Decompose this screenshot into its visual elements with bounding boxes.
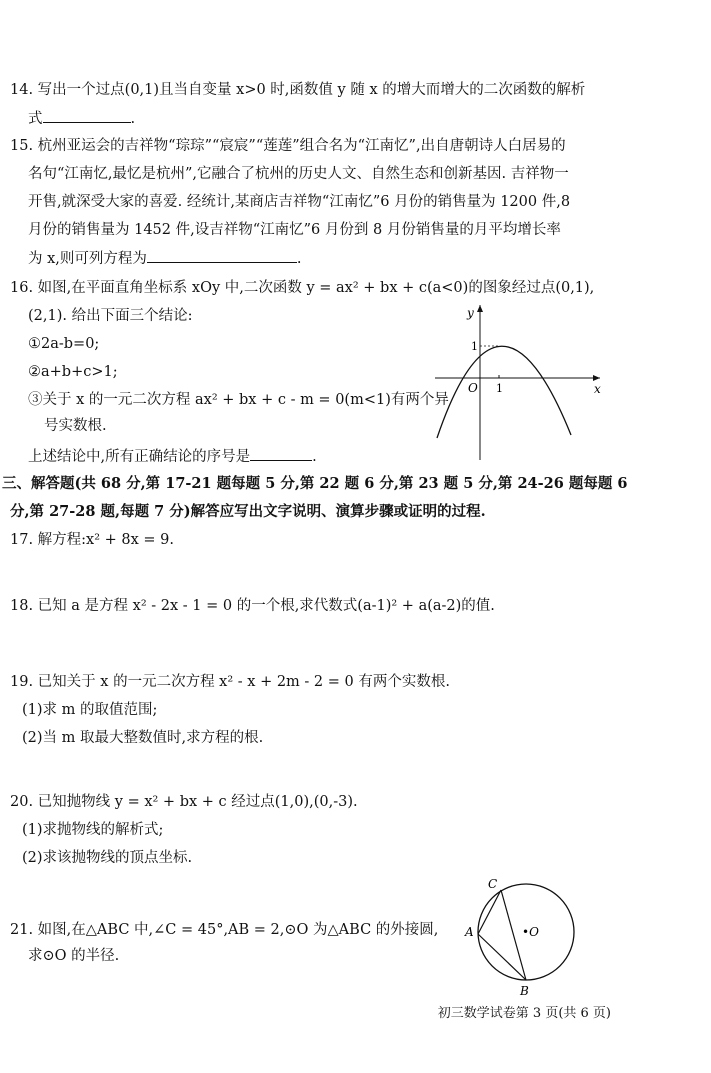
q14-suffix: .	[130, 111, 136, 127]
q15-prefix: 为 x,则可列方程为	[28, 251, 147, 267]
x-tick-1-label: 1	[496, 382, 503, 395]
q16-conclusion-3-line2: 号实数根.	[44, 418, 107, 434]
q20-line1: 20. 已知抛物线 y = x² + bx + c 经过点(1,0),(0,-3).	[10, 794, 358, 810]
q19-part2: (2)当 m 取最大整数值时,求方程的根.	[22, 730, 264, 746]
q15-suffix: .	[296, 251, 302, 267]
q16-ask	[28, 446, 317, 467]
section3-header-line2: 分,第 27-28 题,每题 7 分)解答应写出文字说明、演算步骤或证明的过程.	[10, 503, 486, 520]
section3-header-line1: 三、解答题(共 68 分,第 17-21 题每题 5 分,第 22 题 6 分,第 23 题 5 分,第 24-26 题每题 6	[2, 475, 628, 492]
center-O-label: •O	[522, 925, 539, 939]
q21-line2: 求⊙O 的半径.	[28, 948, 120, 964]
q14-line2	[28, 108, 135, 129]
q17-text: 17. 解方程:x² + 8x = 9.	[10, 532, 175, 548]
q20-part2: (2)求该抛物线的顶点坐标.	[22, 850, 193, 866]
q15-line2: 名句“江南忆,最忆是杭州”,它融合了杭州的历史人文、自然生态和创新基因. 吉祥物一	[28, 166, 569, 182]
q21-circle-figure	[458, 872, 588, 1000]
q19-line1: 19. 已知关于 x 的一元二次方程 x² - x + 2m - 2 = 0 有两个实数根.	[10, 674, 450, 690]
q18-text: 18. 已知 a 是方程 x² - 2x - 1 = 0 的一个根,求代数式(a-1)² + a(a-2)的值.	[10, 598, 495, 614]
q15-answer-blank[interactable]	[147, 248, 297, 263]
q15-line5	[28, 248, 302, 269]
q16-conclusion-3-line1: ③关于 x 的一元二次方程 ax² + bx + c - m = 0(m<1)有两个异	[28, 392, 449, 408]
q16-conclusion-2: ②a+b+c>1;	[28, 364, 118, 380]
q16-conclusion-1: ①2a-b=0;	[28, 336, 100, 352]
parabola-curve	[437, 346, 571, 438]
q16-parabola-graph	[430, 300, 610, 465]
q15-line1: 15. 杭州亚运会的吉祥物“琮琮”“宸宸”“莲莲”组合名为“江南忆”,出自唐朝诗人白居易的	[10, 138, 566, 154]
q21-line1: 21. 如图,在△ABC 中,∠C = 45°,AB = 2,⊙O 为△ABC 的外接圆,	[10, 922, 439, 938]
y-tick-1-label: 1	[471, 340, 478, 353]
point-A-label: A	[465, 925, 474, 939]
q19-part1: (1)求 m 的取值范围;	[22, 702, 158, 718]
q16-ask-prefix: 上述结论中,所有正确结论的序号是	[28, 449, 251, 465]
point-C-label: C	[488, 877, 498, 891]
q16-answer-blank[interactable]	[250, 446, 312, 461]
origin-label: O	[468, 381, 478, 395]
x-axis-label: x	[594, 382, 601, 396]
y-axis-arrow-icon	[477, 305, 483, 312]
q15-line4: 月份的销售量为 1452 件,设吉祥物“江南忆”6 月份到 8 月份销售量的月平均增长率	[28, 222, 561, 238]
q20-part1: (1)求抛物线的解析式;	[22, 822, 164, 838]
x-axis-arrow-icon	[593, 375, 600, 381]
y-axis-label: y	[467, 306, 474, 320]
point-B-label: B	[520, 984, 529, 998]
page-footer: 初三数学试卷第 3 页(共 6 页)	[437, 1006, 611, 1021]
q15-line3: 开售,就深受大家的喜爱. 经统计,某商店吉祥物“江南忆”6 月份的销售量为 1200 件,8	[28, 194, 571, 210]
q16-line1: 16. 如图,在平面直角坐标系 xOy 中,二次函数 y = ax² + bx + c(a<0)的图象经过点(0,1),	[10, 280, 595, 296]
q14-answer-blank[interactable]	[43, 108, 131, 123]
q16-line2: (2,1). 给出下面三个结论:	[28, 308, 193, 324]
q14-line1: 14. 写出一个过点(0,1)且当自变量 x>0 时,函数值 y 随 x 的增大而增大的二次函数的解析	[10, 82, 586, 98]
side-CA	[478, 890, 501, 934]
q14-prefix: 式	[28, 111, 43, 127]
q16-ask-suffix: .	[312, 449, 317, 465]
